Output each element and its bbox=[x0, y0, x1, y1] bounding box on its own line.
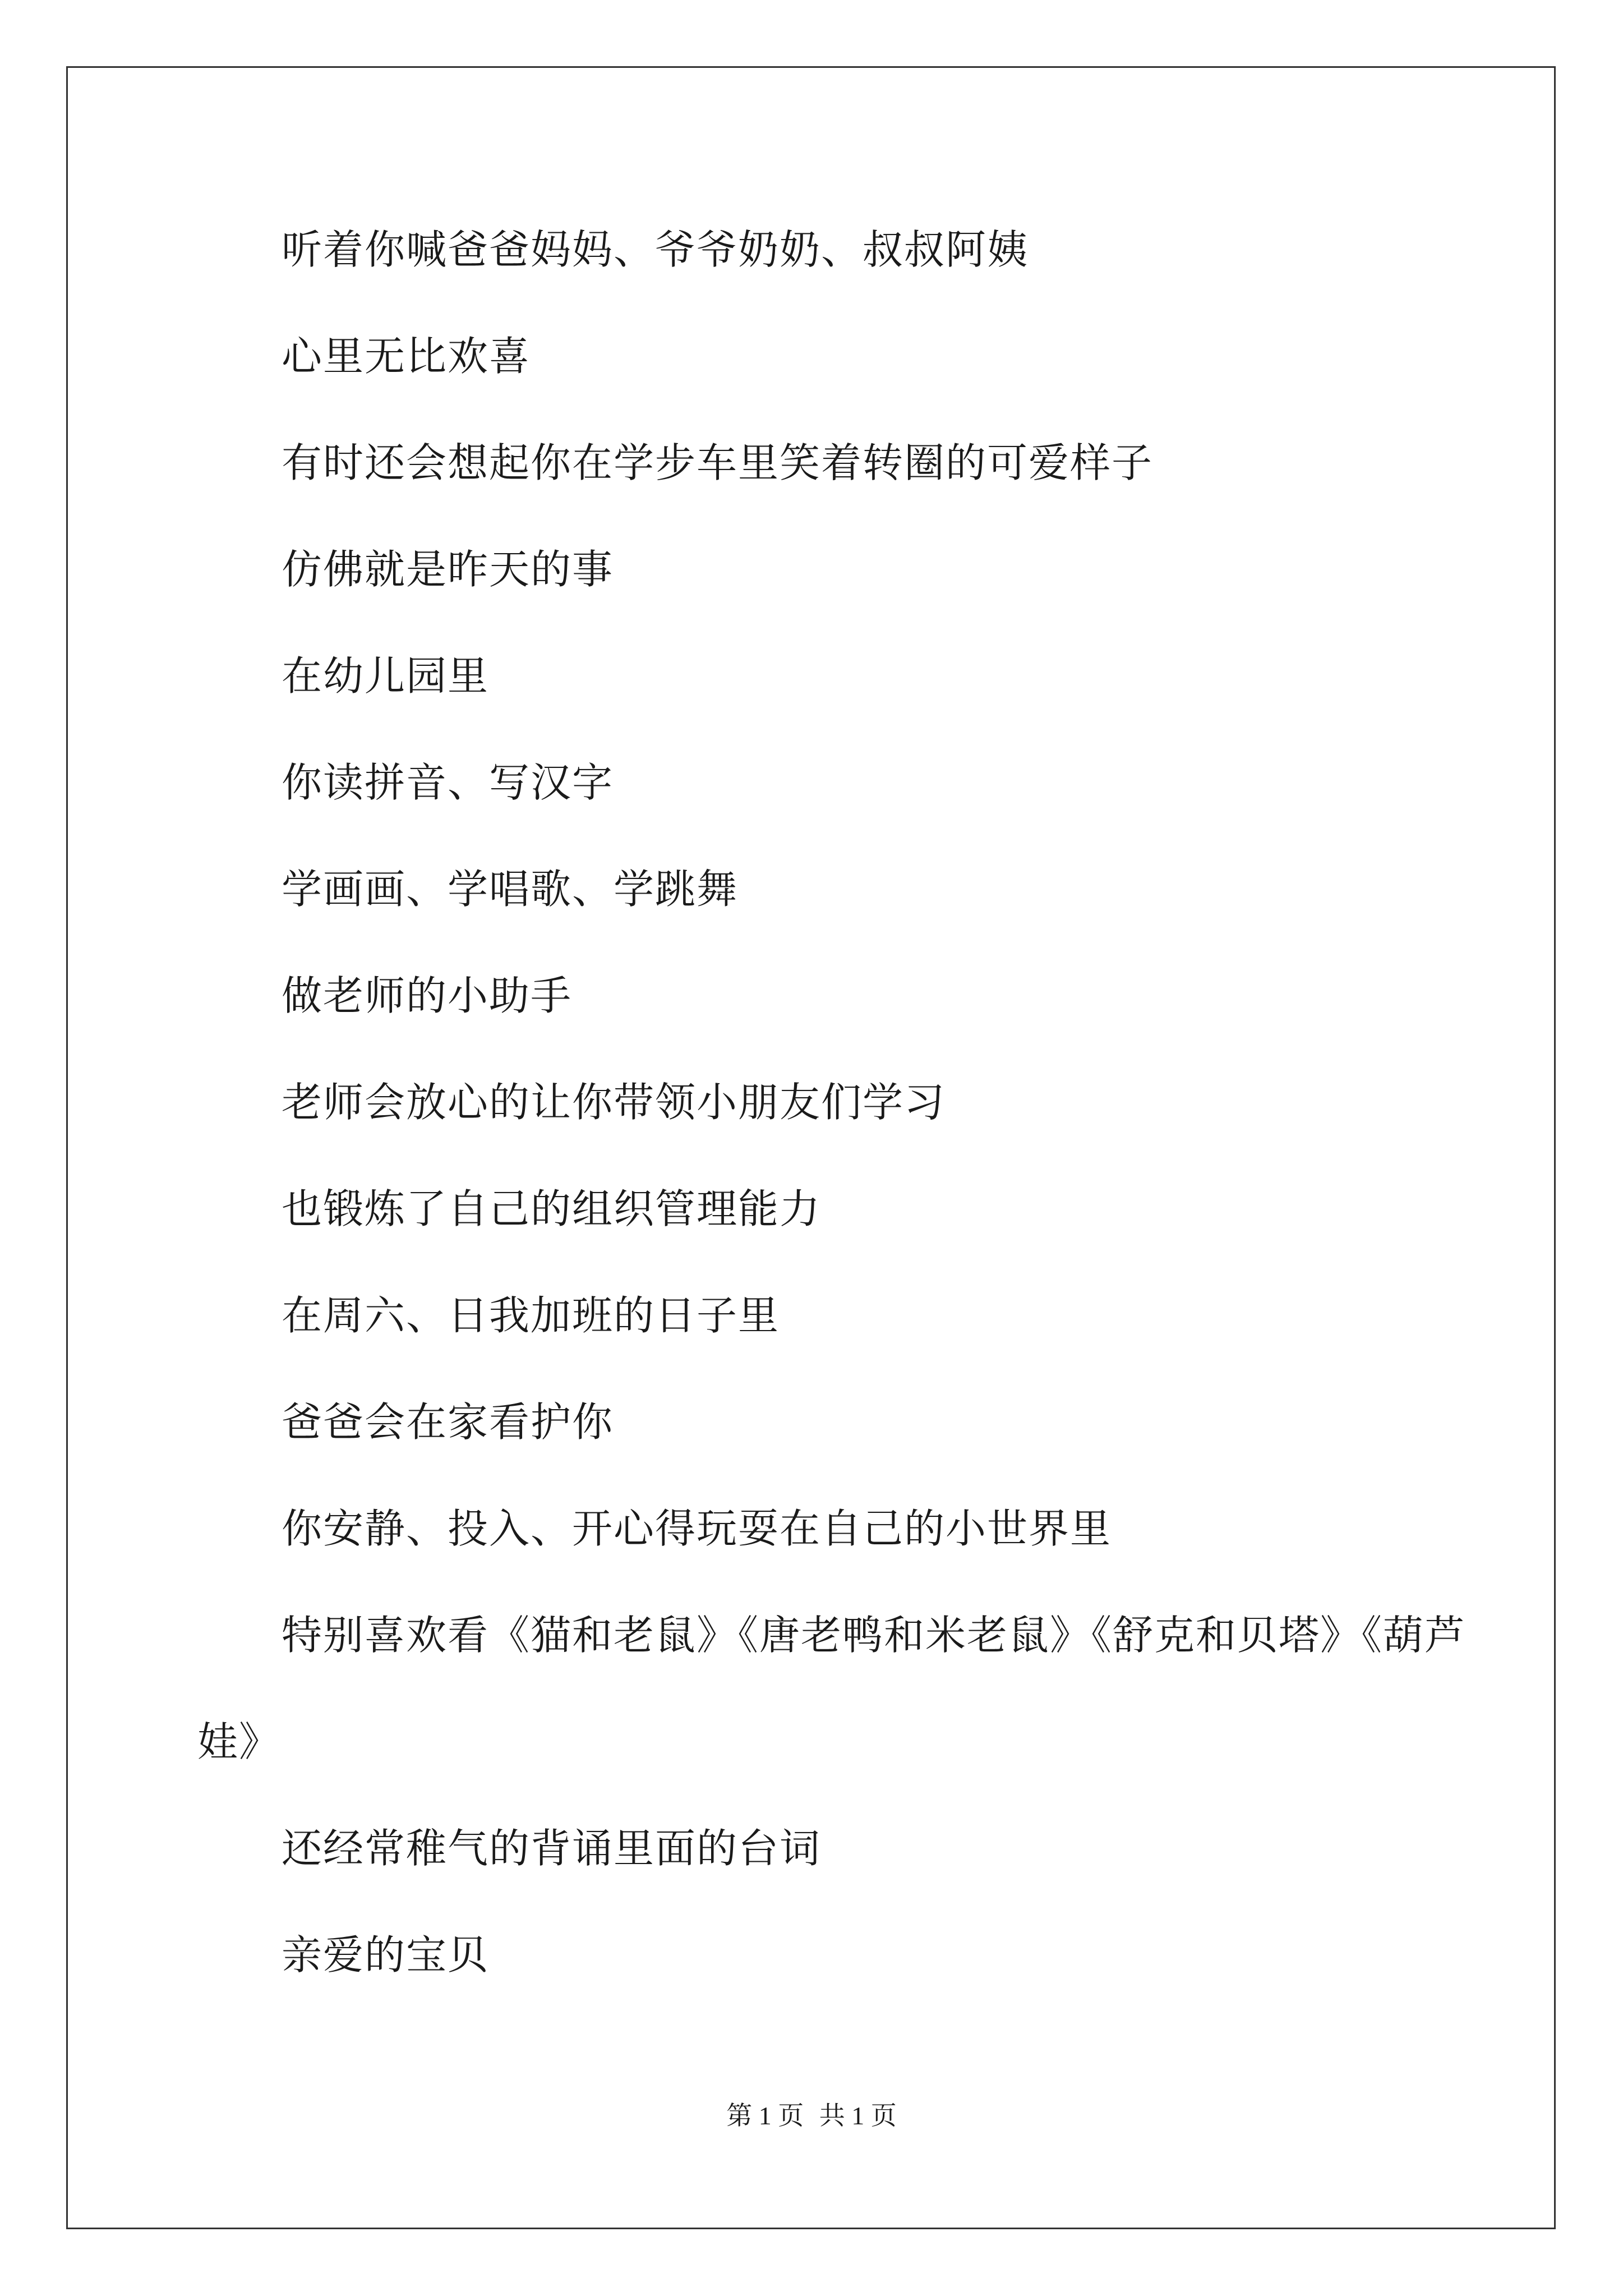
page-footer bbox=[0, 2099, 1623, 2133]
text-line: 在幼儿园里 bbox=[282, 652, 490, 700]
text-line: 心里无比欢喜 bbox=[282, 333, 531, 380]
text-line: 特别喜欢看《猫和老鼠》《唐老鸭和米老鼠》《舒克和贝塔》《葫芦 bbox=[282, 1612, 1467, 1659]
text-line: 有时还会想起你在学步车里笑着转圈的可爱样子 bbox=[282, 439, 1154, 486]
page-number-total: 共 1 页 bbox=[819, 2101, 897, 2130]
text-line: 娃》 bbox=[197, 1718, 281, 1765]
text-line: 亲爱的宝贝 bbox=[282, 1931, 490, 1978]
text-line: 也锻炼了自己的组织管理能力 bbox=[282, 1185, 822, 1232]
text-line: 听着你喊爸爸妈妈、爷爷奶奶、叔叔阿姨 bbox=[282, 226, 1029, 273]
text-line: 仿佛就是昨天的事 bbox=[282, 546, 614, 593]
page-number-current: 第 1 页 bbox=[726, 2101, 804, 2130]
text-line: 在周六、日我加班的日子里 bbox=[282, 1292, 780, 1339]
text-line: 你读拼音、写汉字 bbox=[282, 759, 614, 806]
text-line: 爸爸会在家看护你 bbox=[282, 1398, 614, 1446]
text-line: 做老师的小助手 bbox=[282, 972, 573, 1019]
text-line: 你安静、投入、开心得玩耍在自己的小世界里 bbox=[282, 1505, 1112, 1552]
text-line: 学画画、学唱歌、学跳舞 bbox=[282, 866, 739, 913]
text-line: 还经常稚气的背诵里面的台词 bbox=[282, 1825, 822, 1872]
text-line: 老师会放心的让你带领小朋友们学习 bbox=[282, 1079, 946, 1126]
